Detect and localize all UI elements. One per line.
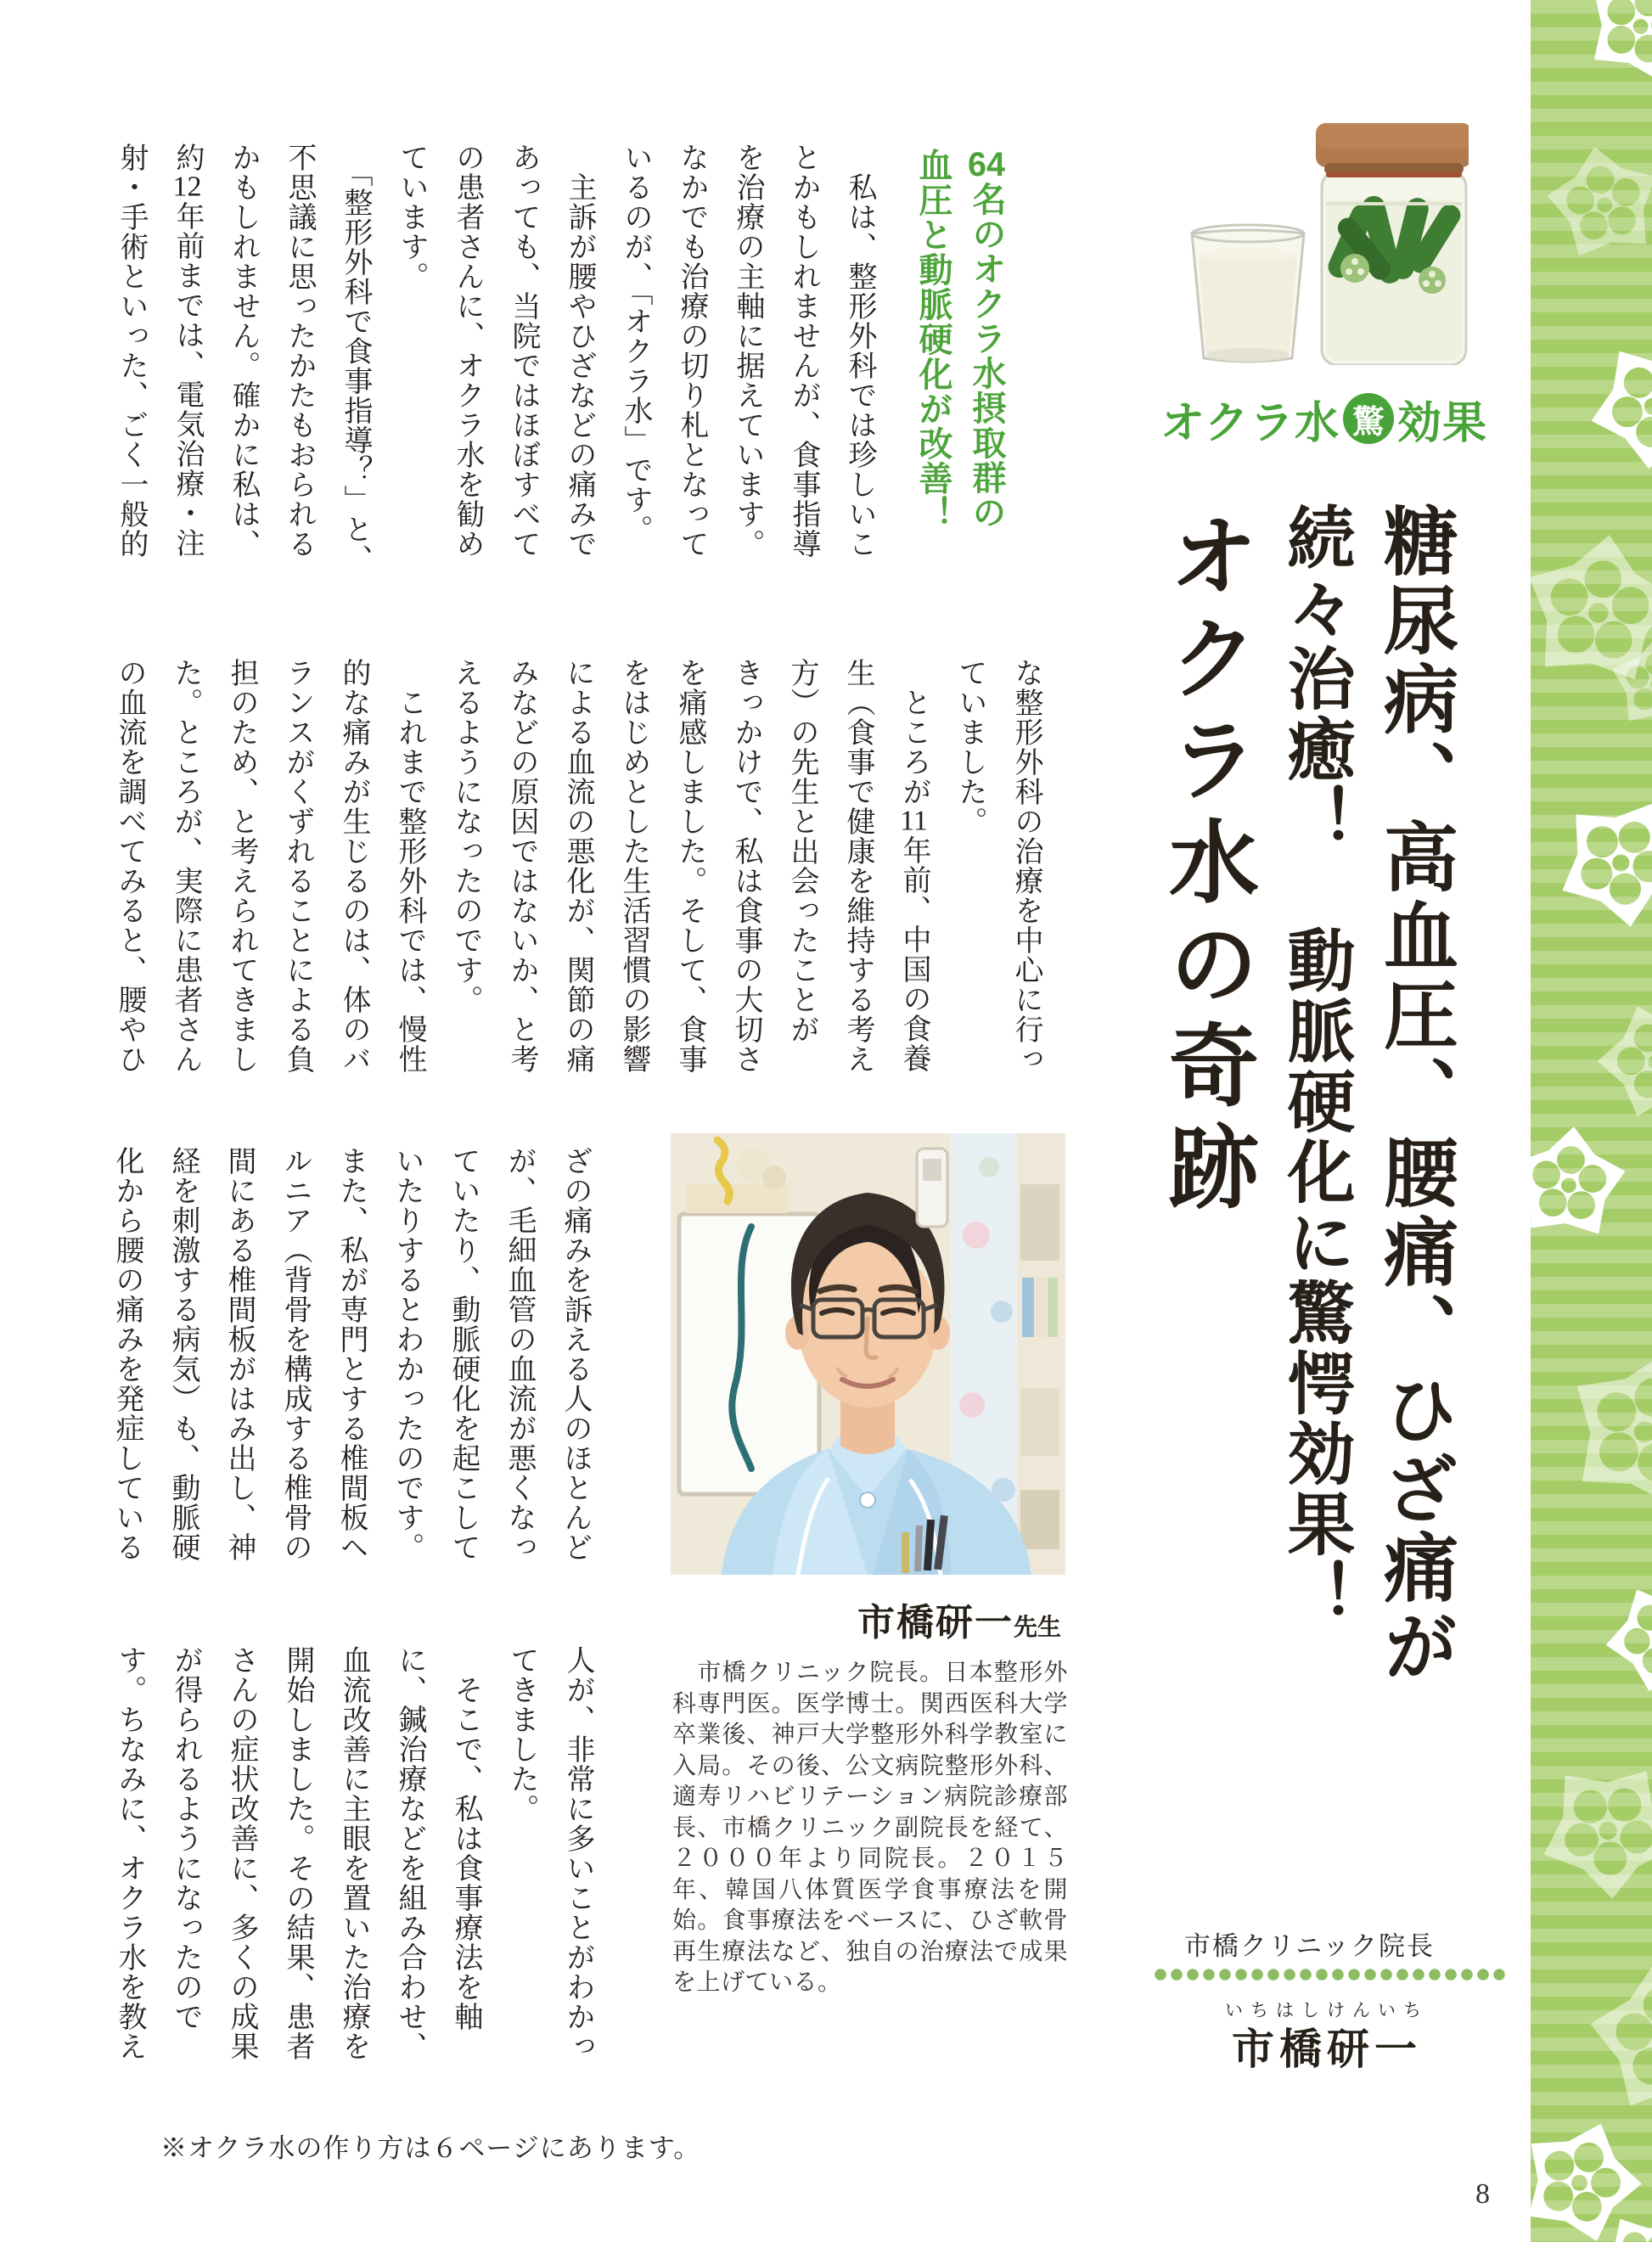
article-block-3 [98, 1146, 603, 1575]
doctor-portrait-illustration [671, 1133, 1065, 1575]
dotted-divider [1155, 1968, 1508, 1981]
author-name: 市橋研一 [1232, 2026, 1422, 2073]
article-column: ていたり、動脈硬化を起こして [447, 1146, 479, 1562]
okra-water-effect-label [1160, 391, 1487, 448]
okra-jar [1316, 123, 1469, 365]
article-column: の血流を調べてみると、腰やひ [114, 658, 145, 1074]
okra-blossom-shape [1582, 1953, 1652, 2122]
article-column: 人が、非常に多いことがわかっ [562, 1645, 593, 2061]
water-glass [1192, 225, 1304, 362]
article-column: が得られるようになったので [170, 1645, 201, 2031]
article-column: ざの痛みを訴える人のほとんど [559, 1146, 591, 1562]
article-column: とかもしれませんが、食事指導 [788, 143, 819, 559]
subheadline [906, 148, 1013, 581]
okra-pattern-side-band [1531, 0, 1652, 2242]
article-column: いるのが、「オクラ水」です。 [620, 143, 651, 544]
okra-blossom-shape [1577, 0, 1652, 89]
article-column: ルニア（背骨を構成する椎骨の [279, 1146, 311, 1562]
label-right-text: 効果 [1396, 398, 1487, 448]
article-column: 担のため、と考えられてきまし [226, 658, 257, 1074]
okra-blossom-shape [1531, 1121, 1632, 1248]
article-column: これまで整形外科では、慢性 [394, 658, 425, 1074]
article-column: 間にある椎間板がはみ出し、神 [223, 1146, 255, 1562]
okra-blossom-shape [1583, 335, 1652, 475]
article-block-1 [103, 143, 887, 584]
article-column: あっても、当院ではほぼすべて [508, 143, 539, 559]
article-column: 不思議に思ったかたもおられる [284, 143, 315, 559]
article-column: 経を刺激する病気）も、動脈硬 [167, 1146, 199, 1562]
article-column: なかでも治療の切り札となって [676, 143, 707, 559]
author-name-ruby: いちはしけんいち [1225, 2001, 1429, 2020]
headline-column-2: 続々治癒！ 動脈硬化に驚愕効果！ [1278, 503, 1353, 1630]
article-column: えるようになったのです。 [450, 658, 481, 1014]
page-number: 8 [1475, 2178, 1490, 2210]
article-column: さんの症状改善に、多くの成果 [226, 1645, 257, 2061]
article-column: 血流改善に主眼を置いた治療を [338, 1645, 369, 2061]
photo-caption-name: 市橋研一 [857, 1602, 1014, 1644]
article-column: 化から腰の痛みを発症している [111, 1146, 143, 1562]
label-left-text: オクラ水 [1160, 398, 1340, 448]
author-affiliation: 市橋クリニック院長 [1183, 1931, 1435, 1961]
article-column: 射・手術といった、ごく一般的 [115, 143, 147, 559]
article-column: による血流の悪化が、関節の痛 [562, 658, 593, 1074]
headline-column-3: オクラ水の奇跡 [1156, 509, 1256, 1222]
article-column: の患者さんに、オクラ水を勧め [452, 143, 483, 559]
article-column: ていました。 [954, 658, 986, 836]
okra-blossom-shape [1605, 632, 1652, 734]
article-column: た。ところが、実際に患者さん [170, 658, 201, 1074]
article-column: 「整形外科で食事指導？」と、 [340, 143, 371, 574]
article-column: そこで、私は食事療法を軸 [450, 1645, 481, 2031]
article-column: 開始しました。その結果、患者 [282, 1645, 313, 2061]
okra-jar-illustration [1180, 119, 1469, 365]
label-circle-badge: 驚 [1343, 393, 1394, 444]
article-block-2 [101, 658, 1054, 1099]
okra-blossom-shape [1541, 140, 1652, 267]
subheadline-column-2: 血圧と動脈硬化が改善！ [914, 148, 952, 531]
okra-blossom-shape [1556, 1341, 1652, 1520]
okra-blossom-shape [1549, 789, 1652, 934]
article-column: また、私が専門とする椎間板ヘ [335, 1146, 367, 1562]
article-column: に、鍼治療などを組み合わせ、 [394, 1645, 425, 2061]
photo-caption-suffix: 先生 [1013, 1614, 1061, 1640]
okra-blossom-shape [1600, 1579, 1652, 1698]
article-column: ランスがくずれることによる負 [282, 658, 313, 1074]
article-column: ところが11年前、中国の食養 [898, 658, 930, 1073]
article-column: ています。 [396, 143, 427, 291]
jar-wood-lid [1316, 123, 1469, 177]
article-column: を痛感しました。そして、食事 [674, 658, 705, 1074]
article-column: が、毛細血管の血流が悪くなっ [503, 1146, 535, 1562]
okra-water-jar-photo [1180, 119, 1469, 365]
okra-blossom-shape [1590, 2207, 1652, 2242]
article-column: てきました。 [506, 1645, 537, 1823]
subheadline-column-1: 64名のオクラ水摂取群の [968, 148, 1005, 530]
photo-caption [671, 1592, 1061, 1646]
article-column: をはじめとした生活習慣の影響 [618, 658, 649, 1074]
article-block-4 [101, 1645, 605, 2087]
article-column: 私は、整形外科では珍しいこ [844, 143, 875, 559]
article-column: 生（食事で健康を維持する考え [842, 658, 874, 1074]
headline-column-1: 糖尿病、高血圧、腰痛、ひざ痛が [1374, 503, 1458, 1687]
article-column: みなどの原因ではないか、と考 [506, 658, 537, 1074]
article-column: す。ちなみに、オクラ水を教え [114, 1645, 145, 2061]
footnote: ※オクラ水の作り方は６ページにあります。 [160, 2133, 701, 2163]
article-column: 方）の先生と出会ったことが [786, 658, 818, 1044]
okra-blossom-shape [1592, 997, 1652, 1125]
article-column: かもしれません。確かに私は、 [228, 143, 259, 559]
article-column: な整形外科の治療を中心に行っ [1010, 658, 1042, 1074]
doctor-photo [671, 1133, 1065, 1575]
article-column: 約12年前までは、電気治療・注 [171, 143, 203, 558]
article-column: を治療の主軸に据えています。 [732, 143, 763, 559]
doctor-bio: 市橋クリニック院長。日本整形外科専門医。医学博士。関西医科大学卒業後、神戸大学整形外科学教室に入局。その後、公文病院整形外科、適寿リハビリテーション病院診療部長、市橋クリニック副院長を経て、２０００年より同院長。２０１５年、韓国八体質医学食事療法を開始。食事療法をベースに、ひざ軟骨再生療法など、独自の治療法で成果を上げている。 [672, 1659, 1068, 1995]
article-column: 的な痛みが生じるのは、体のバ [338, 658, 369, 1074]
article-column: きっかけで、私は食事の大切さ [730, 658, 761, 1074]
article-column: いたりするとわかったのです。 [391, 1146, 423, 1562]
article-column: 主訴が腰やひざなどの痛みで [564, 143, 595, 559]
okra-blossom-shape [1532, 1753, 1652, 1906]
